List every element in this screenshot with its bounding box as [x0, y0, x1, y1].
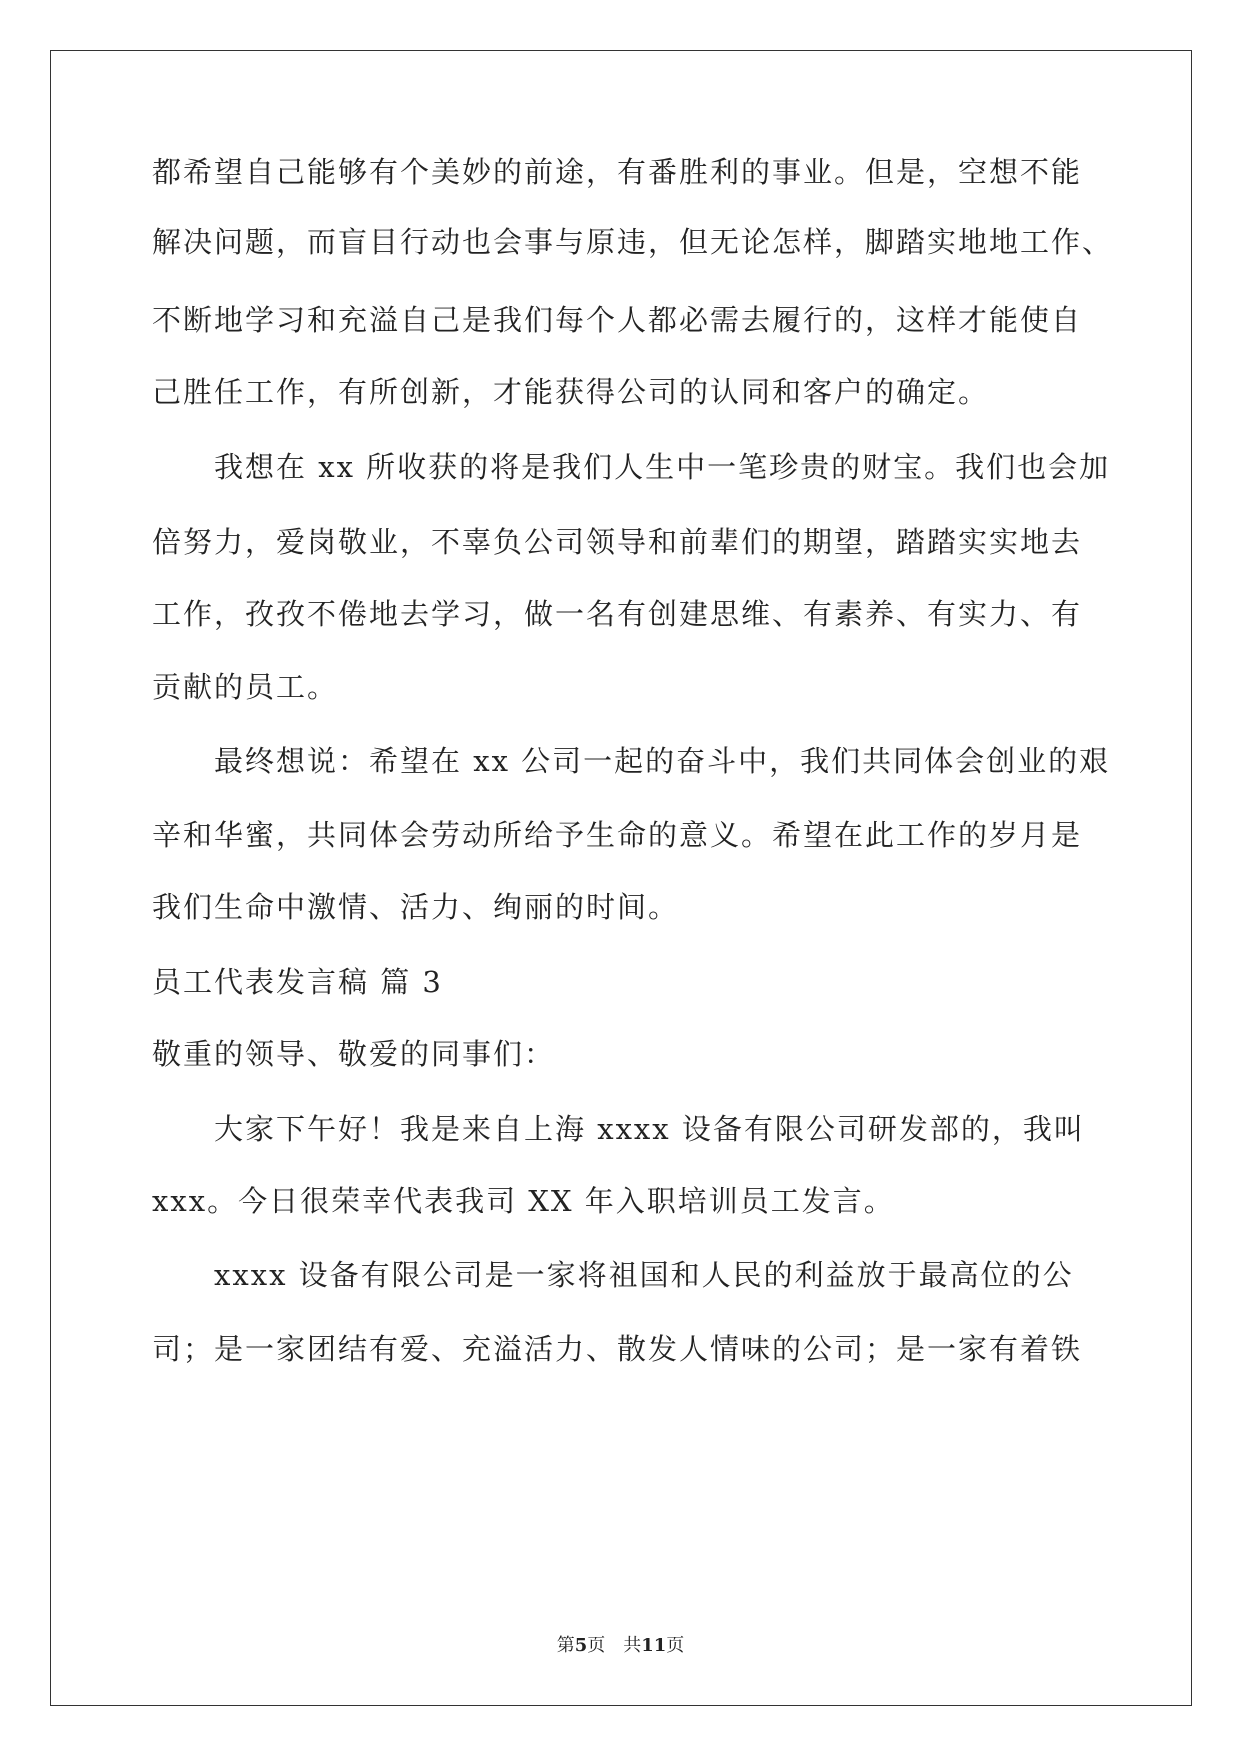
salutation: 敬重的领导、敬爱的同事们： [152, 1037, 556, 1071]
paragraph-line: 最终想说：希望在 xx 公司一起的奋斗中，我们共同体会创业的艰 [214, 744, 1111, 778]
paragraph-line: 工作，孜孜不倦地去学习，做一名有创建思维、有素养、有实力、有 [152, 597, 1083, 631]
paragraph-line: 我们生命中激情、活力、绚丽的时间。 [152, 890, 680, 924]
paragraph-line: 不断地学习和充溢自己是我们每个人都必需去履行的，这样才能使自 [152, 303, 1083, 337]
paragraph-line: 都希望自己能够有个美妙的前途，有番胜利的事业。但是，空想不能 [152, 155, 1083, 189]
paragraph-line: 辛和华蜜，共同体会劳动所给予生命的意义。希望在此工作的岁月是 [152, 818, 1083, 852]
paragraph-line: 倍努力，爱岗敬业，不辜负公司领导和前辈们的期望，踏踏实实地去 [152, 525, 1083, 559]
page-border [50, 50, 1192, 1706]
paragraph-line: xxxx 设备有限公司是一家将祖国和人民的利益放于最高位的公 [214, 1258, 1074, 1292]
paragraph-line: 大家下午好！我是来自上海 xxxx 设备有限公司研发部的，我叫 [214, 1112, 1085, 1146]
paragraph-line: xxx。今日很荣幸代表我司 XX 年入职培训员工发言。 [152, 1184, 895, 1218]
paragraph-line: 司；是一家团结有爱、充溢活力、散发人情味的公司；是一家有着铁 [152, 1332, 1083, 1366]
page-footer [0, 1634, 1241, 1658]
footer-suffix: 页 [666, 1635, 685, 1656]
footer-prefix: 第 [556, 1635, 575, 1656]
section-heading: 员工代表发言稿 篇 3 [152, 965, 443, 999]
paragraph-line: 贡献的员工。 [152, 670, 339, 704]
paragraph-line: 我想在 xx 所收获的将是我们人生中一笔珍贵的财宝。我们也会加 [214, 450, 1111, 484]
current-page-number: 5 [574, 1635, 588, 1656]
footer-middle: 页 共 [587, 1635, 642, 1656]
total-page-count: 11 [641, 1635, 667, 1656]
paragraph-line: 己胜任工作，有所创新，才能获得公司的认同和客户的确定。 [152, 375, 990, 409]
paragraph-line: 解决问题，而盲目行动也会事与原违，但无论怎样，脚踏实地地工作、 [152, 225, 1114, 259]
